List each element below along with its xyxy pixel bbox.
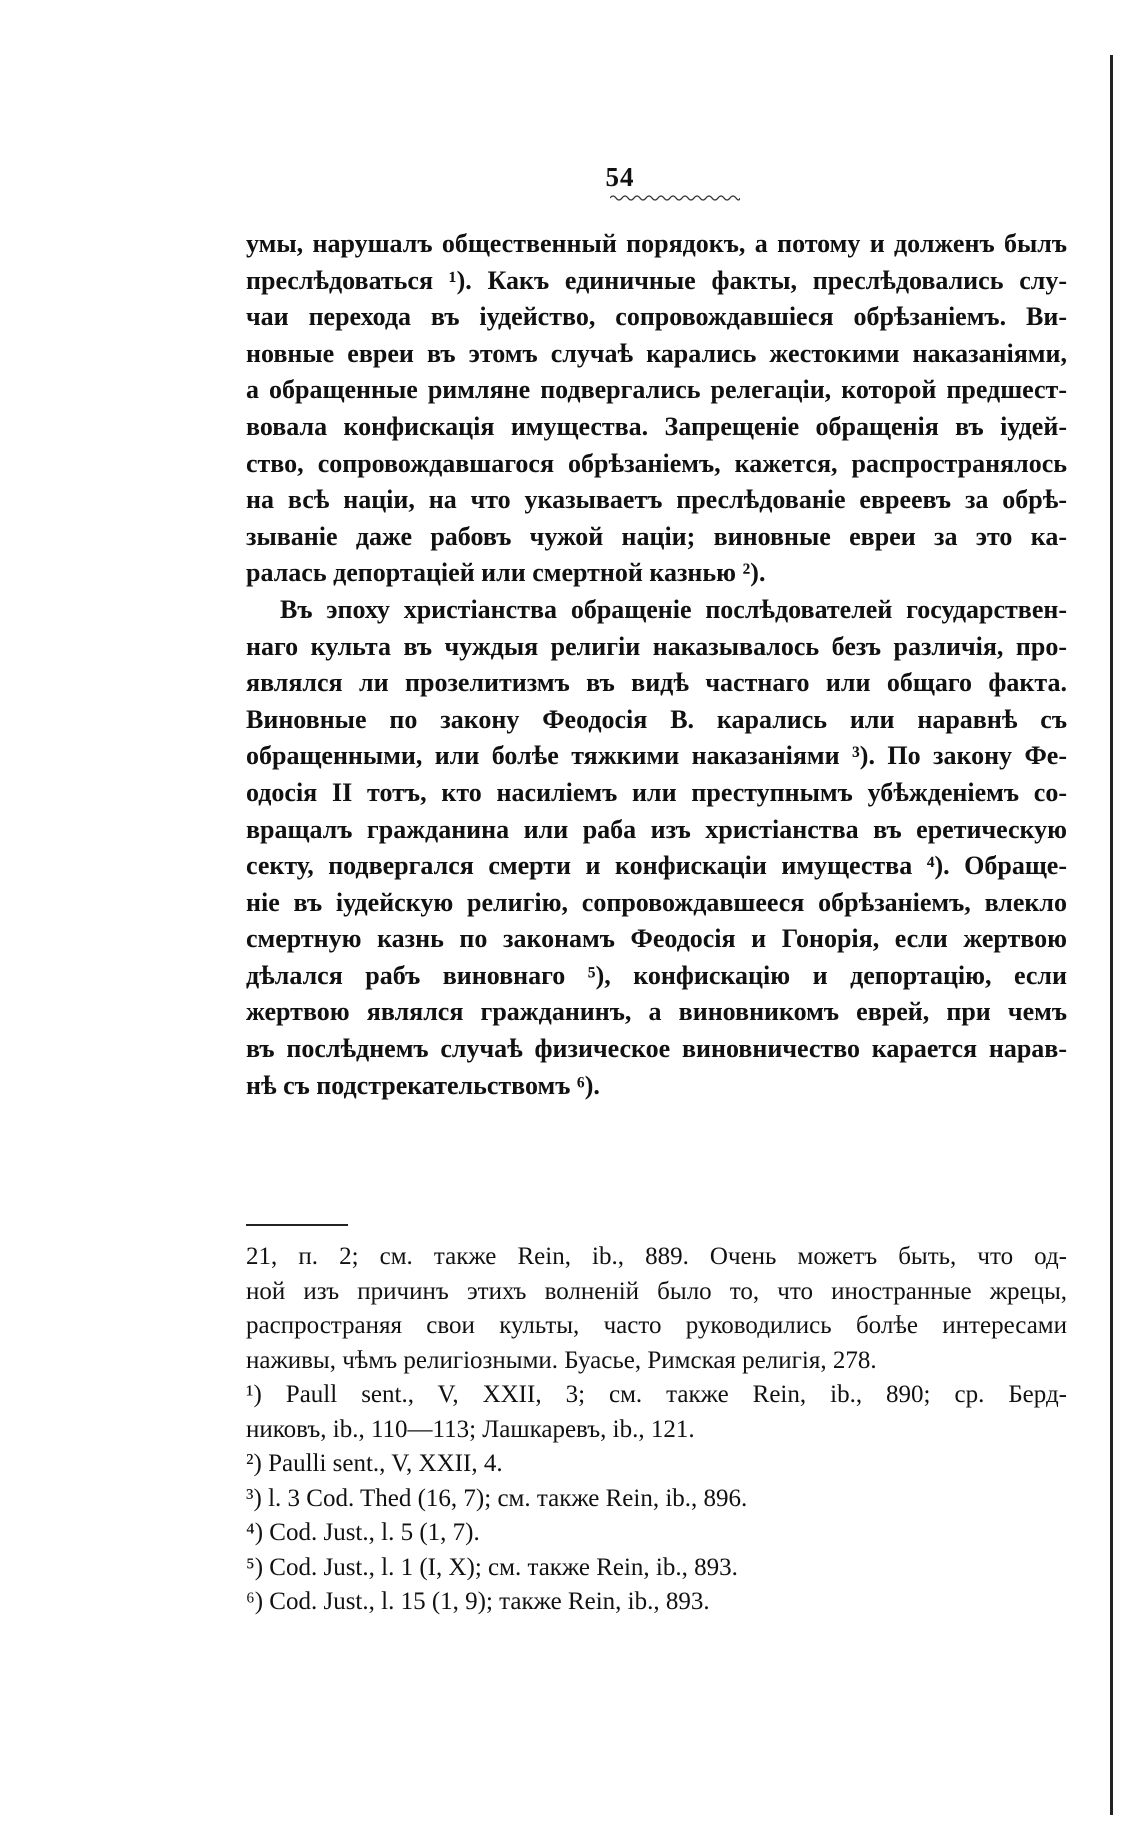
footnote-1: ¹) Paull sent., V, XXII, 3; см. также Rein, ib., 890; ср. Берд- [246,1381,1067,1408]
footnote-line: распространяя свои культы, часто руководились болѣе интересами [246,1312,1067,1339]
body-line: являлся ли прозелитизмъ въ видѣ частнаго или общаго факта. [246,668,1067,698]
footnotes [246,1240,1067,1620]
body-line: вовала конфискація имущества. Запрещеніе обращенія въ іудей- [246,411,1067,441]
body-line: въ послѣднемъ случаѣ физическое виновничество карается нарав- [246,1034,1067,1064]
body-line: чаи перехода въ іудейство, сопровождавшіеся обрѣзаніемъ. Ви- [246,302,1067,332]
footnote-4: ⁴) Cod. Just., l. 5 (1, 7). [246,1519,480,1546]
page-number: 54 [605,162,635,192]
footnote-2: ²) Paulli sent., V, XXII, 4. [246,1450,503,1477]
body-line: смертную казнь по законамъ Феодосія и Гонорія, если жертвою [246,924,1067,954]
footnote-separator [246,1224,348,1226]
footnote-line: ной изъ причинъ этихъ волненій было то, что иностранные жрецы, [246,1277,1067,1305]
body-line: зываніе даже рабовъ чужой націи; виновные евреи за это ка- [246,521,1067,551]
body-line: а обращенные римляне подвергались релегаціи, которой предшест- [246,375,1067,405]
body-line: на всѣ націи, на что указываетъ преслѣдованіе евреевъ за обрѣ- [246,485,1067,515]
body-line: Виновные по закону Феодосія В. карались или наравнѣ съ [246,704,1067,734]
main-text [246,226,1067,1104]
body-line: ніе въ іудейскую религію, сопровождавшееся обрѣзаніемъ, влекло [246,887,1067,917]
footnote-5: ⁵) Cod. Just., l. 1 (I, X); см. также Rein, ib., 893. [246,1553,738,1581]
body-line: нѣ съ подстрекательствомъ ⁶). [246,1070,600,1100]
body-line: секту, подвергался смерти и конфискаціи имущества ⁴). Обраще- [246,851,1067,881]
page-edge-line [1110,55,1113,1815]
body-line: одосія II тотъ, кто насиліемъ или преступнымъ убѣжденіемъ со- [246,777,1067,807]
footnote-line: наживы, чѣмъ религіозными. Буасье, Римская религія, 278. [246,1346,877,1374]
body-line: жертвою являлся гражданинъ, а виновникомъ еврей, при чемъ [246,997,1067,1027]
footnote-line: никовъ, ib., 110—113; Лашкаревъ, ib., 121. [246,1415,695,1443]
body-line: ство, сопровождавшагося обрѣзаніемъ, кажется, распространялось [246,448,1067,478]
footnote-line: 21, п. 2; см. также Rein, ib., 889. Очень можетъ быть, что од- [246,1243,1067,1270]
body-line: умы, нарушалъ общественный порядокъ, а потому и долженъ былъ [246,229,1067,258]
footnote-3: ³) l. 3 Cod. Thed (16, 7); см. также Rein, ib., 896. [246,1484,748,1512]
footnote-6: ⁶) Cod. Just., l. 15 (1, 9); также Rein, ib., 893. [246,1588,710,1615]
body-line: обращенными, или болѣе тяжкими наказаніями ³). По закону Фе- [246,741,1067,771]
body-line: дѣлался рабъ виновнаго ⁵), конфискацію и депортацію, если [246,960,1067,990]
body-line: наго культа въ чуждыя религіи наказывалось безъ различія, про- [246,631,1067,661]
body-line: вращалъ гражданина или раба изъ христіанства въ еретическую [246,814,1067,844]
body-line: ралась депортаціей или смертной казнью ²). [246,558,766,588]
body-line: преслѣдоваться ¹). Какъ единичные факты, преслѣдовались слу- [246,265,1067,295]
page-header [0,162,1140,193]
paragraph-start-line: Въ эпоху христіанства обращеніе послѣдователей государствен- [280,594,1067,624]
body-line: новные евреи въ этомъ случаѣ карались жестокими наказаніями, [246,338,1067,368]
page-number-ornament [610,194,740,204]
